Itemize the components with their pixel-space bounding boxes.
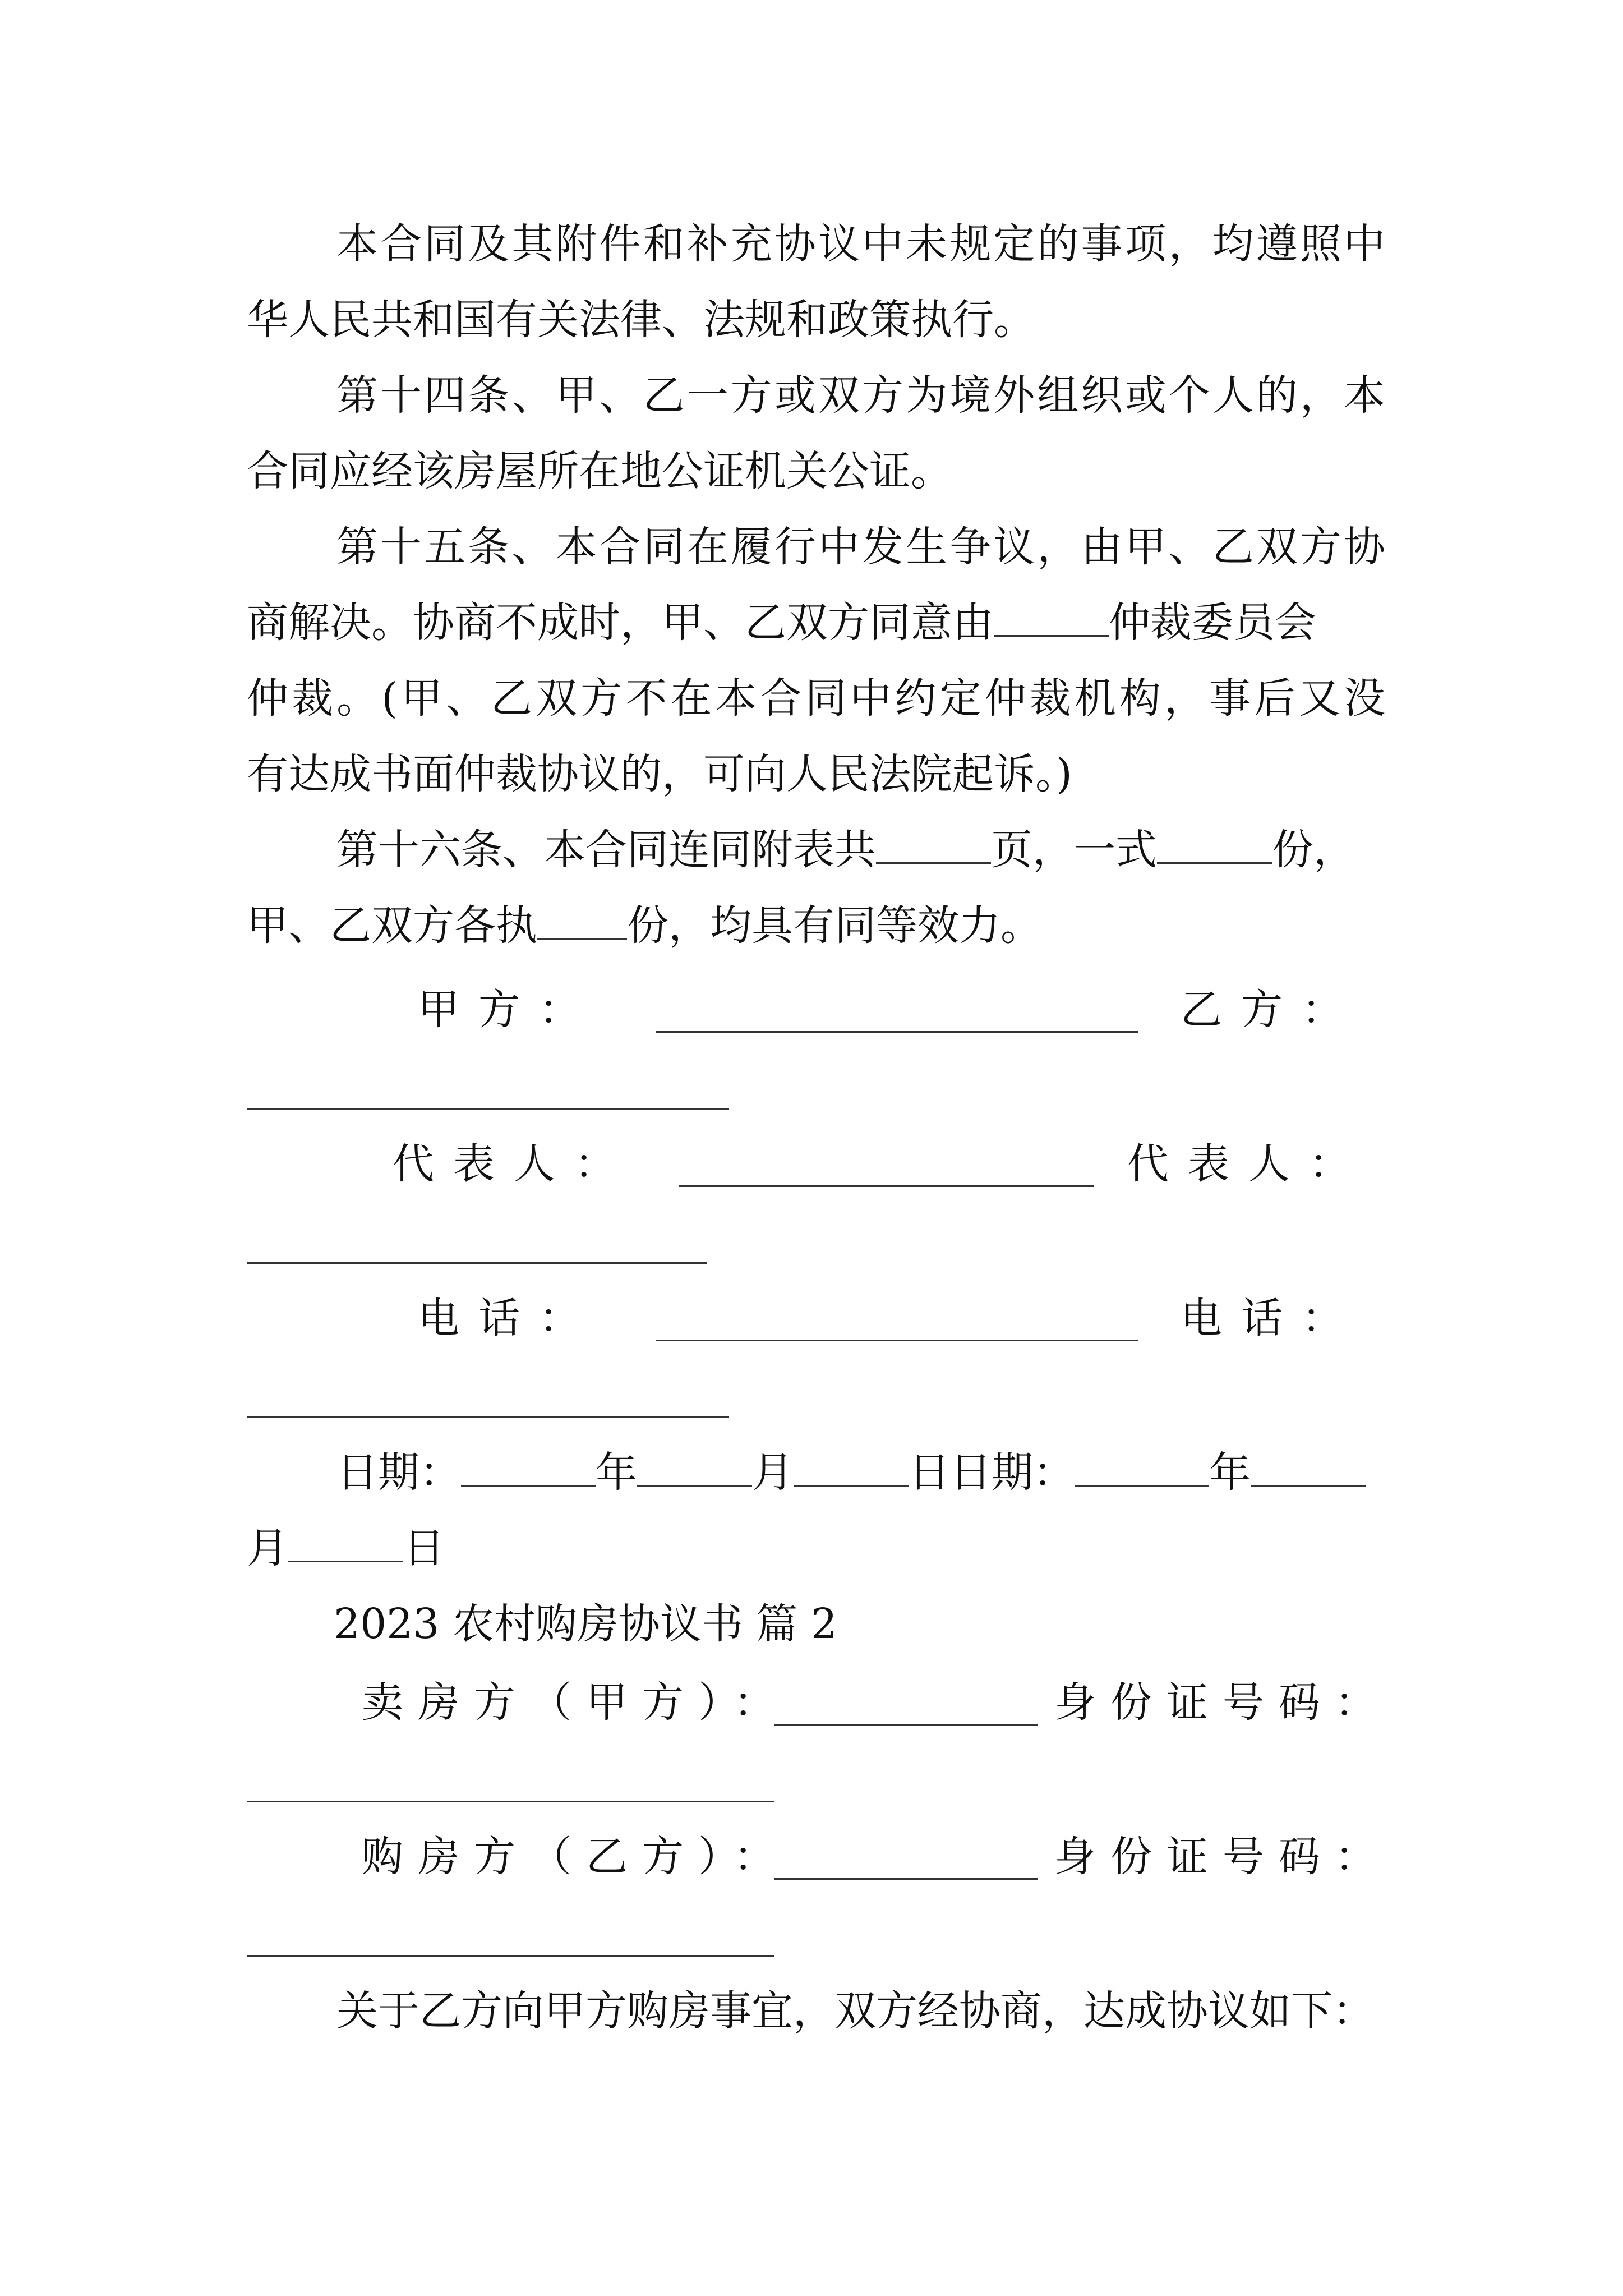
clause-16-text-a: 第十六条、本合同连同附表共 — [336, 826, 876, 874]
day-blank-1[interactable] — [794, 1446, 909, 1487]
month-label-1: 月 — [752, 1448, 794, 1497]
clause-15-text-b: 仲裁委员会 — [1109, 599, 1316, 647]
clause-16-line-2 — [247, 895, 1385, 956]
rep-a-label: 代表人： — [393, 1140, 635, 1188]
seller-id-label: 身份证号码： — [1054, 1678, 1391, 1727]
rep-b-label: 代表人： — [1127, 1140, 1370, 1188]
clause-15-line-2 — [247, 592, 1385, 654]
buyer-label: 购房方（乙方）： — [362, 1833, 790, 1881]
phone-b-label: 电话： — [1181, 1294, 1362, 1342]
day-date-label-2: 日日期： — [909, 1448, 1075, 1497]
rep-a-blank[interactable] — [679, 1185, 1094, 1187]
arbitration-blank[interactable] — [994, 596, 1109, 637]
date-line-2 — [247, 1517, 1385, 1579]
clause-14-line-2: 合同应经该房屋所在地公证机关公证。 — [247, 447, 952, 495]
party-a-blank[interactable] — [656, 1031, 1138, 1033]
month-blank-1[interactable] — [637, 1446, 752, 1487]
party-a-label: 甲方： — [418, 986, 600, 1034]
clause-16-text-d: 甲、乙双方各执 — [247, 901, 537, 950]
section-2-intro: 关于乙方向甲方购房事宜，双方经协商，达成协议如下： — [336, 1987, 1374, 2035]
day-label-2: 日 — [403, 1524, 445, 1572]
seller-blank[interactable] — [774, 1724, 1038, 1726]
clause-15-line-4: 有达成书面仲裁协议的，可向人民法院起诉。) — [247, 750, 1072, 798]
clause-15-text-a: 商解决。协商不成时，甲、乙双方同意由 — [247, 599, 994, 647]
buyer-id-blank[interactable] — [247, 1955, 774, 1957]
phone-a-blank[interactable] — [656, 1340, 1138, 1341]
date-label-1: 日期： — [336, 1448, 461, 1497]
party-b-label: 乙方： — [1181, 986, 1362, 1034]
seller-label: 卖房方（甲方）： — [362, 1678, 790, 1727]
year-label-2: 年 — [1209, 1448, 1251, 1497]
phone-b-blank[interactable] — [247, 1416, 729, 1418]
clause-16-text-b: 页，一式 — [991, 826, 1157, 874]
seller-id-blank[interactable] — [247, 1801, 774, 1802]
clause-16-text-c: 份， — [1272, 826, 1355, 874]
clause-16-text-e: 份，均具有同等效力。 — [627, 901, 1042, 950]
buyer-blank[interactable] — [774, 1878, 1038, 1880]
phone-a-label: 电话： — [418, 1294, 600, 1342]
year-blank-1[interactable] — [461, 1446, 596, 1487]
clause-14-line-1: 第十四条、甲、乙一方或双方为境外组织或个人的，本 — [336, 371, 1385, 420]
month-label-2: 月 — [247, 1524, 288, 1572]
each-copies-blank[interactable] — [537, 899, 627, 940]
clause-13-line-2: 华人民共和国有关法律、法规和政策执行。 — [247, 296, 1035, 344]
date-line-1 — [336, 1442, 1391, 1503]
month-blank-2-start[interactable] — [1251, 1446, 1366, 1487]
section-2-title: 2023 农村购房协议书 篇 2 — [334, 1600, 837, 1648]
year-label-1: 年 — [596, 1448, 637, 1497]
party-b-blank[interactable] — [247, 1108, 729, 1110]
clause-15-line-1: 第十五条、本合同在履行中发生争议，由甲、乙双方协 — [336, 523, 1385, 571]
clause-16-line-1 — [336, 819, 1486, 881]
clause-15-line-3: 仲裁。(甲、乙双方不在本合同中约定仲裁机构，事后又没 — [247, 674, 1385, 723]
year-blank-2[interactable] — [1075, 1446, 1209, 1487]
buyer-id-label: 身份证号码： — [1054, 1833, 1391, 1881]
clause-13-line-1: 本合同及其附件和补充协议中未规定的事项，均遵照中 — [336, 220, 1385, 268]
pages-blank[interactable] — [876, 823, 991, 864]
copies-blank[interactable] — [1157, 823, 1272, 864]
rep-b-blank[interactable] — [247, 1262, 707, 1264]
day-blank-2[interactable] — [288, 1521, 403, 1562]
